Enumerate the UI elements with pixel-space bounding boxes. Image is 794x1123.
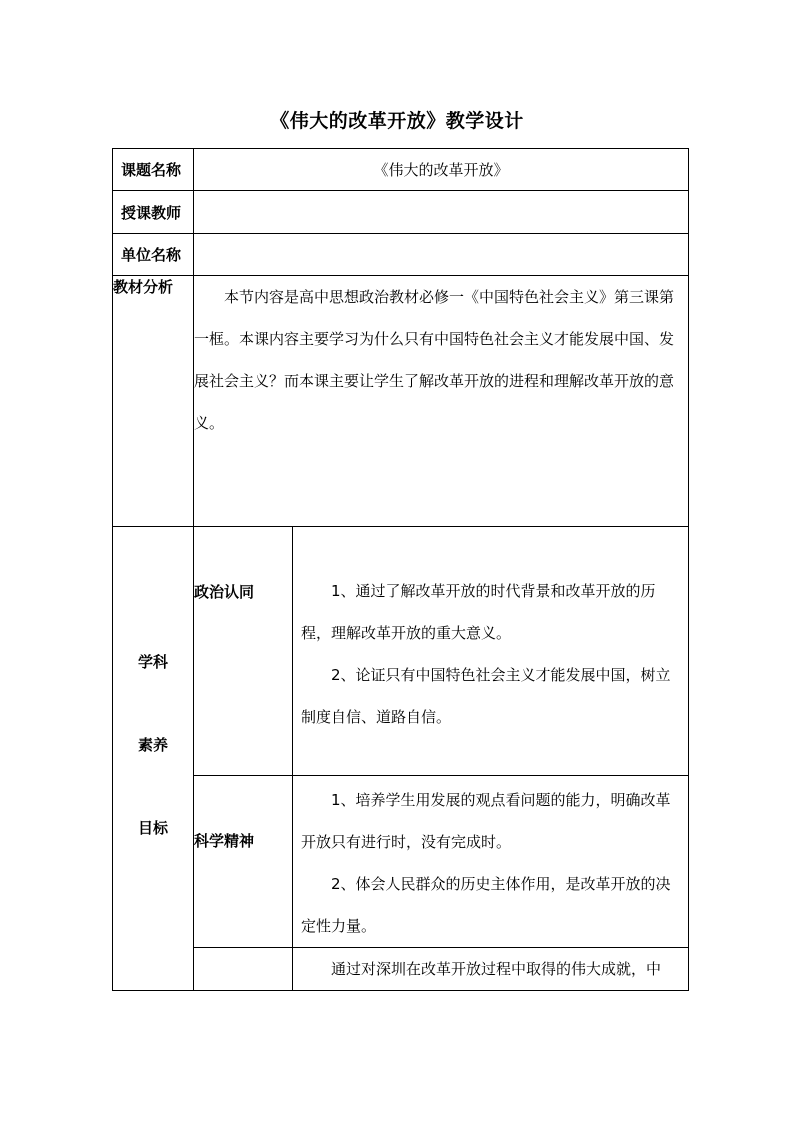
analysis-cell <box>194 276 689 527</box>
lesson-plan-table <box>112 148 689 991</box>
teacher-row <box>113 191 689 234</box>
science-item-2: 2、体会人民群众的历史主体作用，是改革开放的决定性力量。 <box>301 875 671 935</box>
unit-value <box>194 234 689 276</box>
science-item-1: 1、培养学生用发展的观点看问题的能力，明确改革开放只有进行时，没有完成时。 <box>301 791 671 851</box>
unit-label: 单位名称 <box>113 234 194 276</box>
next-goal-label <box>194 948 293 991</box>
analysis-row <box>113 276 689 527</box>
analysis-label: 教材分析 <box>113 276 194 527</box>
political-item-1: 1、通过了解改革开放的时代背景和改革开放的历程，理解改革开放的重大意义。 <box>301 582 656 642</box>
next-goal-row <box>113 948 689 991</box>
unit-row <box>113 234 689 276</box>
course-name-row <box>113 149 689 191</box>
literacy-goal-label <box>113 527 194 991</box>
literacy-label-line1: 学科 <box>137 653 168 671</box>
course-name-label: 课题名称 <box>113 149 194 191</box>
political-identity-row <box>113 527 689 776</box>
scientific-spirit-content <box>293 776 689 948</box>
political-item-2: 2、论证只有中国特色社会主义才能发展中国，树立制度自信、道路自信。 <box>301 666 671 726</box>
political-identity-label: 政治认同 <box>194 527 293 776</box>
teacher-value <box>194 191 689 234</box>
analysis-text: 本节内容是高中思想政治教材必修一《中国特色社会主义》第三课第一框。本课内容主要学习为什么只有中国特色社会主义才能发展中国、发展社会主义？而本课主要让学生了解改革开放的进程和理解改革开放的意义。 <box>194 288 675 432</box>
scientific-spirit-label: 科学精神 <box>194 776 293 948</box>
teacher-label: 授课教师 <box>113 191 194 234</box>
document-title: 《伟大的改革开放》教学设计 <box>270 110 524 132</box>
scientific-spirit-row <box>113 776 689 948</box>
literacy-label-line3: 目标 <box>137 819 168 837</box>
political-identity-content <box>293 527 689 776</box>
literacy-label-line2: 素养 <box>137 736 168 754</box>
next-goal-content <box>293 948 689 991</box>
next-goal-text: 通过对深圳在改革开放过程中取得的伟大成就，中 <box>331 960 662 978</box>
course-name-value: 《伟大的改革开放》 <box>194 149 689 191</box>
